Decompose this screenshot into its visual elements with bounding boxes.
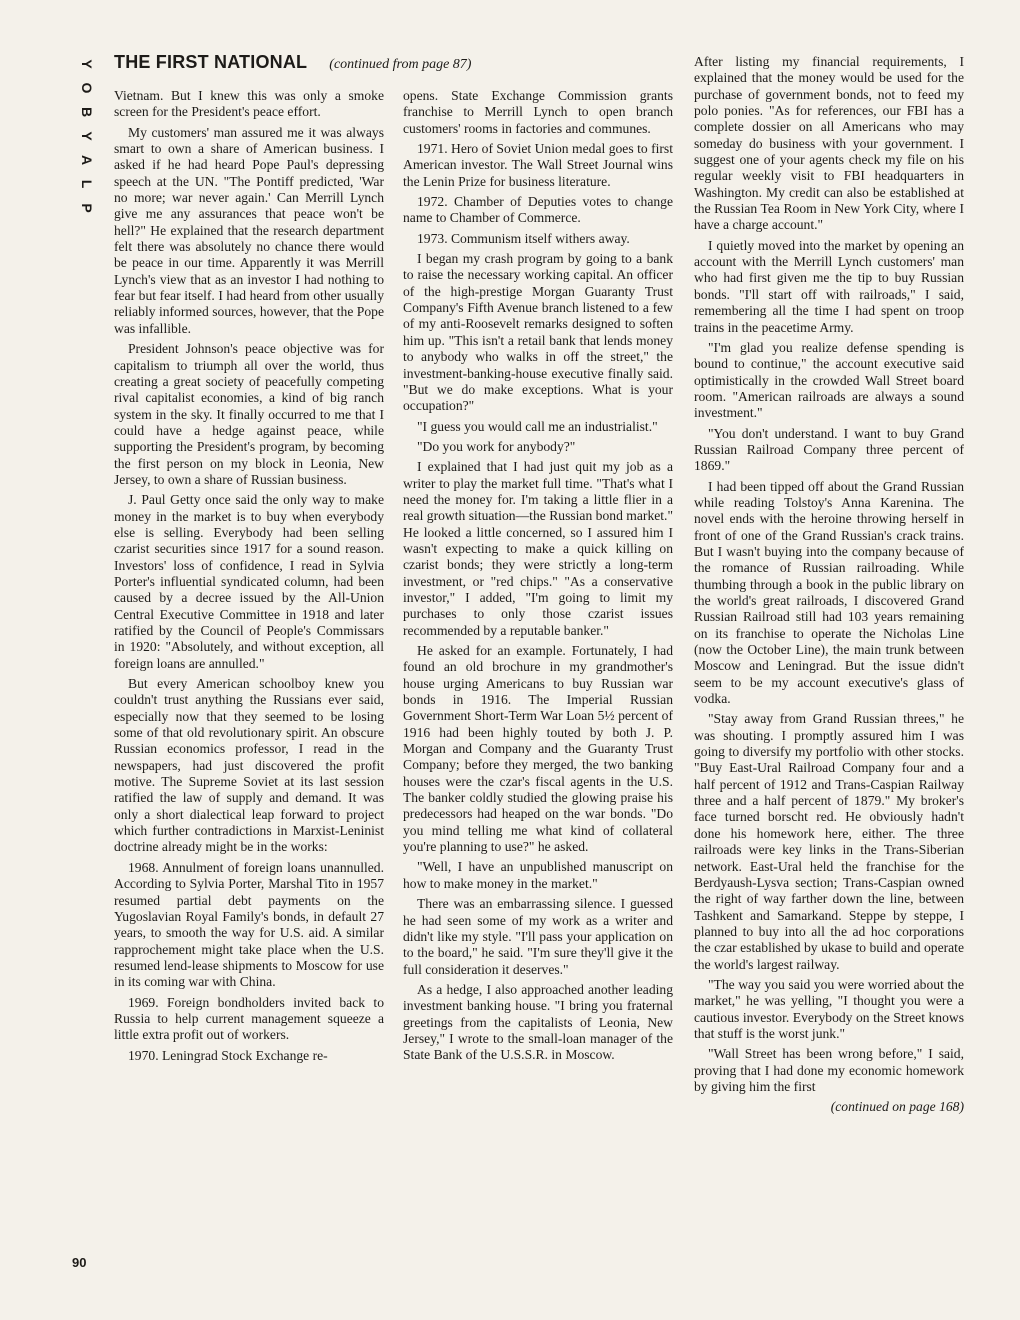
paragraph: "Stay away from Grand Russian threes," he was shouting. I promptly assured him I was going to diversify my portfolio with other stocks. "Buy East-Ural Railroad Company four and a half percent of 1912 and Trans-Caspian Railway three and a half percent of 1879." My broker's face turned borscht red. He obviously hadn't done his homework here, either. The three railroads were key links in the Trans-Siberian network. East-Ural held the franchise for the Berdyaush-Lysva section; Trans-Caspian owned the right of way farther down the line, between Tashkent and Samarkand. Steppe by steppe, I planned to buy into all the ad hoc corporations the czar established by ukase to build and operate the world's largest railway. bbox=[694, 711, 964, 972]
masthead-letter: Y bbox=[79, 59, 95, 69]
masthead-letter: A bbox=[79, 154, 95, 166]
paragraph: I began my crash program by going to a bank to raise the necessary working capital. An officer of the high-prestige Morgan Guaranty Trust Company's Fifth Avenue branch listened to a few of my anti-Roosevelt remarks designed to soften him up. "This isn't a retail bank that lends money to anybody who walks in off the street," the investment-banking-house executive finally said. "But we do make exceptions. What is your occupation?" bbox=[403, 251, 673, 414]
article-header bbox=[114, 52, 674, 80]
paragraph: President Johnson's peace objective was for capitalism to triumph all over the world, thus creating a great society of peacefully competing rival capitalist economies, a kind of big ranch system in the sky. It finally occurred to me that I could have a hedge against peace, while supporting the President's program, by becoming the first person on my block in Leonia, New Jersey, to own a share of Russian business. bbox=[114, 341, 384, 487]
paragraph: 1968. Annulment of foreign loans unannulled. According to Sylvia Porter, Marshal Tito in 1957 resumed partial debt payments on the Yugoslavian Royal Family's bonds, in default 27 years, to smooth the way for U.S. aid. A similar rapprochement might take place when the U.S. resumed lend-lease shipments to Moscow for use in its coming war with China. bbox=[114, 859, 384, 990]
paragraph: I quietly moved into the market by opening an account with the Merrill Lynch customers' man who had first given me the tip to buy Russian bonds. "I'll start off with railroads," I said, remembering all the time I had spent on troop trains in the peacetime Army. bbox=[694, 237, 964, 335]
continued-from-text: continued from page 87 bbox=[333, 57, 467, 72]
masthead-letter: O bbox=[79, 82, 95, 94]
masthead-letter: L bbox=[79, 179, 95, 189]
continued-on-note: ( continued on page 168 ) bbox=[694, 1099, 964, 1115]
paragraph: J. Paul Getty once said the only way to make money in the market is to buy when everybody else is selling. Everybody had been selling czarist securities since 1917 for a sound reason. Investors' loss of confidence, I read in Sylvia Porter's influential syndicated column, had been caused by a decree issued by the All-Union Central Executive Committee in 1918 and later ratified by the Council of People's Commissars in 1920: "Absolutely, and without exception, all foreign loans are annulled." bbox=[114, 492, 384, 671]
paragraph: 1972. Chamber of Deputies votes to change name to Chamber of Commerce. bbox=[403, 194, 673, 226]
paragraph: 1971. Hero of Soviet Union medal goes to first American investor. The Wall Street Journal wins the Lenin Prize for business literature. bbox=[403, 141, 673, 189]
paragraph: "The way you said you were worried about the market," he was yelling, "I thought you were a cautious investor. Everybody on the Street knows that stuff is the worst junk." bbox=[694, 976, 964, 1041]
paragraph: "You don't understand. I want to buy Grand Russian Railroad Company three percent of 1869." bbox=[694, 425, 964, 474]
paragraph: He asked for an example. Fortunately, I had found an old brochure in my grandmother's house urging Americans to buy Russian war bonds in 1916. The Imperial Russian Government Short-Term War Loan 5½ percent of 1916 had been highly touted by both J. P. Morgan and Company and the Guaranty Trust Company; before they merged, the two banking houses were the czar's fiscal agents in the U.S. The banker coldly studied the glowing praise his predecessors had heaped on the war bonds. "Do you mind telling me what kind of collateral you're planning to use?" he asked. bbox=[403, 643, 673, 855]
paragraph: "I guess you would call me an industrialist." bbox=[417, 418, 658, 434]
article-title: THE FIRST NATIONAL bbox=[114, 52, 308, 72]
paragraph: Vietnam. But I knew this was only a smoke screen for the President's peace effort. bbox=[114, 88, 384, 120]
text-column-2 bbox=[403, 88, 673, 1273]
paragraph: 1973. Communism itself withers away. bbox=[417, 230, 630, 246]
paragraph: 1970. Leningrad Stock Exchange re- bbox=[128, 1047, 328, 1063]
paragraph: "I'm glad you realize defense spending is bound to continue," the account executive said optimistically in the crowded Wall Street board room. "American railroads are always a sound investment." bbox=[694, 339, 964, 421]
paragraph: 1969. Foreign bondholders invited back to Russia to help current management squeeze a little extra profit out of workers. bbox=[114, 994, 384, 1043]
masthead-letter: Y bbox=[79, 131, 95, 141]
paragraph: I had been tipped off about the Grand Russian while reading Tolstoy's Anna Karenina. The novel ends with the heroine throwing herself in front of one of the Grand Russian's crack trains. But I wasn't buying into the company because of the romance of Russian railroading. While thumbing through a book in the public library on the world's great railroads, I discovered Grand Russian Railroad still had 103 years remaining on its franchise to operate the Nicholas Line (now the October Line), the main trunk between Moscow and Leningrad. But the issue didn't seem to be my account executive's glass of vodka. bbox=[694, 478, 964, 707]
paragraph: "Wall Street has been wrong before," I said, proving that I had done my economic homework by giving him the first bbox=[694, 1046, 964, 1094]
text-column-1 bbox=[114, 88, 384, 1273]
paragraph: There was an embarrassing silence. I guessed he had seen some of my work as a writer and didn't like my style. "I'll pass your application on to the board," he said. "I'm sure they'll give it the full consideration it deserves." bbox=[403, 896, 673, 977]
masthead-vertical bbox=[72, 52, 102, 220]
paragraph: After listing my financial requirements, I explained that the money would be used for the purchase of government bonds, not to feed my polo ponies. "As for references, our FBI has a complete dossier on all Americans who may someday do business with your government. I suggest one of your agents check my file on his regular weekly visit to FBI headquarters in Washington. My credit can also be established at the Russian Tea Room in New York City, where I have a charge account." bbox=[694, 54, 964, 233]
page-number: 90 bbox=[72, 1255, 87, 1270]
paragraph: "Do you work for anybody?" bbox=[417, 438, 576, 454]
text-column-3 bbox=[694, 54, 964, 1274]
paragraph: As a hedge, I also approached another leading investment banking house. "I bring you fraternal greetings from the capitalists of Leonia, New Jersey," I wrote to the small-loan manager of the State Bank of the U.S.S.R. in Moscow. bbox=[403, 981, 673, 1063]
paragraph: "Well, I have an unpublished manuscript on how to make money in the market." bbox=[403, 859, 673, 891]
continued-from-note: (continued from page 87) bbox=[329, 57, 472, 72]
paragraph: My customers' man assured me it was always smart to own a share of American business. I asked if he had heard Pope Paul's depressing speech at the UN. "The Pontiff predicted, 'War no more; war never again.' Can Merrill Lynch give me any assurances that peace won't be hell?" He explained that the research department felt there was absolutely no chance there would be peace in our time. Apparently it was Merrill Lynch's view that as an investor I had nothing to fear but fear itself. I had heard from other usually reliably informed sources, however, that the Pope was infallible. bbox=[114, 124, 384, 336]
paragraph: I explained that I had just quit my job as a writer to play the market full time. "That's what I need the money for. I'm taking a little flier in a real growth situation—the Russian bond market." He looked a little concerned, so I assured him I wasn't expecting to make a quick killing on czarist bonds; they were strictly a long-term investment, or "red chips." "As a conservative investor," I added, "I'm going to limit my purchases to only those czarist issues recommended by a reputable banker." bbox=[403, 459, 673, 638]
masthead-letter: P bbox=[79, 203, 95, 213]
paragraph: But every American schoolboy knew you couldn't trust anything the Russians ever said, especially now that they seemed to be losing some of that old revolutionary spirit. An obscure Russian economics professor, I read in the newspapers, had just discovered the profit motive. The Supreme Soviet at its last session ratified the law of supply and demand. It was only a short dialectical leap forward to project which further contradictions in Marxist-Leninist doctrine already might be in the works: bbox=[114, 676, 384, 855]
paragraph: opens. State Exchange Commission grants franchise to Merrill Lynch to open branch customers' rooms in factories and communes. bbox=[403, 88, 673, 136]
masthead-letter: B bbox=[79, 106, 95, 118]
